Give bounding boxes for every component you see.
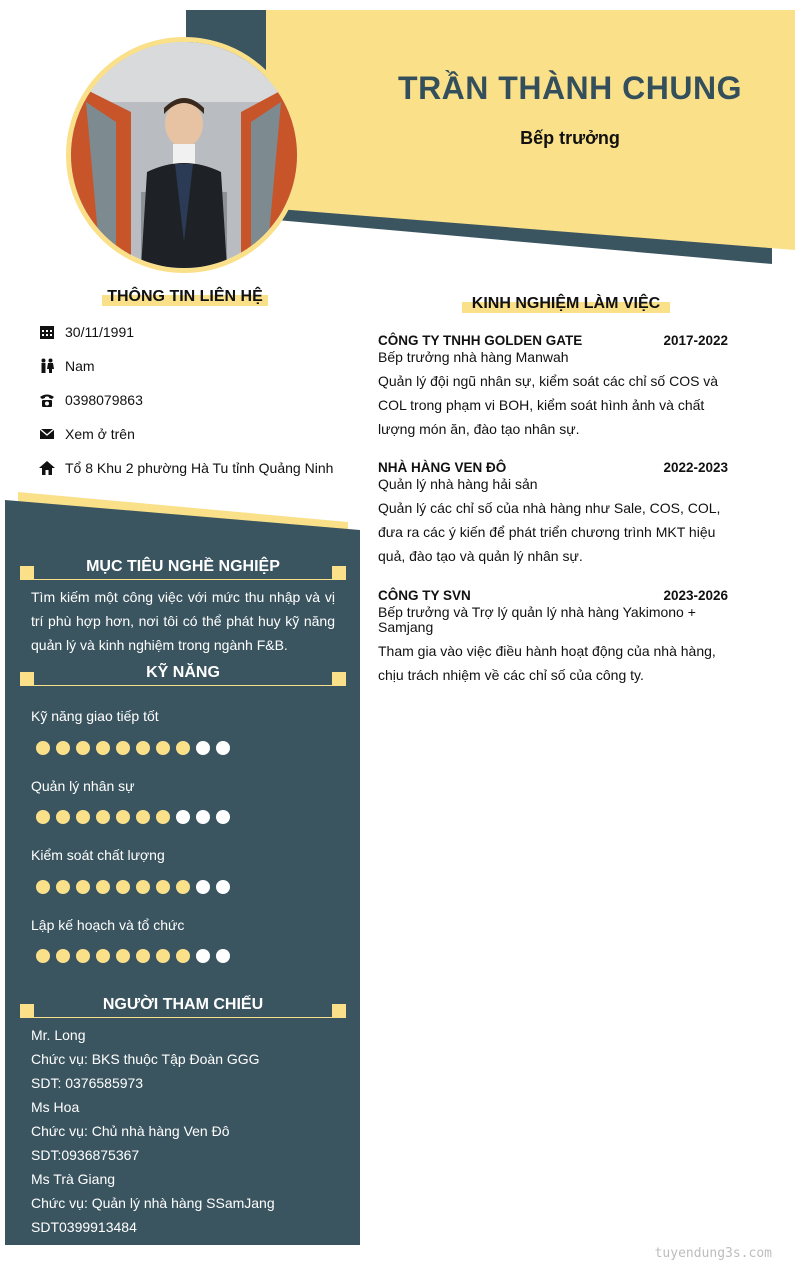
skill-name: Quản lý nhân sự xyxy=(31,778,135,794)
exp-role: Bếp trưởng nhà hàng Manwah xyxy=(378,349,569,365)
reference-line: Chức vụ: Chủ nhà hàng Ven Đô xyxy=(31,1123,230,1139)
reference-line: Ms Hoa xyxy=(31,1099,80,1115)
reference-line: SDT0399913484 xyxy=(31,1219,137,1235)
skills-heading: KỸ NĂNG xyxy=(20,664,346,686)
skill-dot xyxy=(36,949,50,963)
exp-period: 2023-2026 xyxy=(663,588,728,603)
phone-icon xyxy=(38,391,56,409)
avatar xyxy=(66,37,302,273)
skill-dot xyxy=(116,810,130,824)
skill-dot xyxy=(36,880,50,894)
skill-dot xyxy=(116,880,130,894)
skill-rating xyxy=(36,880,230,894)
skill-dot xyxy=(216,741,230,755)
gender-icon xyxy=(38,357,56,375)
skill-dot xyxy=(36,741,50,755)
references-list xyxy=(31,1023,275,1239)
skill-dot xyxy=(136,810,150,824)
exp-description: Tham gia vào việc điều hành hoạt động của nhà hàng, chịu trách nhiệm về các chỉ số của công ty. xyxy=(378,643,716,683)
mail-icon xyxy=(38,425,56,443)
skill-dot xyxy=(56,949,70,963)
contact-gender: Nam xyxy=(38,356,95,376)
skill-dot xyxy=(196,880,210,894)
profile-photo xyxy=(71,42,297,268)
skill-dot xyxy=(76,949,90,963)
skill-dot xyxy=(176,949,190,963)
skill-rating xyxy=(36,741,230,755)
skill-dot xyxy=(56,741,70,755)
experience-item xyxy=(378,588,728,687)
skill-dot xyxy=(56,810,70,824)
skill-dot xyxy=(216,810,230,824)
exp-role: Bếp trưởng và Trợ lý quản lý nhà hàng Yakimono + Samjang xyxy=(378,604,696,635)
exp-period: 2022-2023 xyxy=(663,460,728,475)
exp-role: Quản lý nhà hàng hải sản xyxy=(378,476,538,492)
objective-heading: MỤC TIÊU NGHỀ NGHIỆP xyxy=(20,558,346,580)
skill-dot xyxy=(156,949,170,963)
skill-dot xyxy=(156,741,170,755)
skill-name: Lập kế hoạch và tổ chức xyxy=(31,917,185,933)
skill-dot xyxy=(136,949,150,963)
reference-line: Chức vụ: BKS thuộc Tập Đoàn GGG xyxy=(31,1051,260,1067)
skill-dot xyxy=(136,741,150,755)
exp-description: Quản lý các chỉ số của nhà hàng như Sale, COS, COL, đưa ra các ý kiến để phát triển chương trình MKT hiệu quả, đào tạo và quản lý nhân sự. xyxy=(378,500,721,564)
skill-dot xyxy=(116,741,130,755)
skill-dot xyxy=(96,810,110,824)
contact-birthdate: 30/11/1991 xyxy=(38,322,134,342)
skill-dot xyxy=(96,880,110,894)
exp-company: NHÀ HÀNG VEN ĐÔ xyxy=(378,460,507,475)
skill-dot xyxy=(176,810,190,824)
objective-text: Tìm kiếm một công việc với mức thu nhập và vị trí phù hợp hơn, nơi tôi có thể phát huy kỹ năng quản lý và kinh nghiệm trong ngành F&B. xyxy=(31,589,335,653)
skill-rating xyxy=(36,810,230,824)
skill-dot xyxy=(96,741,110,755)
skill-dot xyxy=(216,949,230,963)
references-heading: NGƯỜI THAM CHIẾU xyxy=(20,996,346,1018)
contact-heading: THÔNG TIN LIÊN HỆ xyxy=(102,288,268,306)
reference-line: SDT:0936875367 xyxy=(31,1147,140,1163)
skill-dot xyxy=(96,949,110,963)
skill-rating xyxy=(36,949,230,963)
reference-line: Ms Trà Giang xyxy=(31,1171,116,1187)
candidate-name: TRẦN THÀNH CHUNG xyxy=(398,70,742,106)
skill-dot xyxy=(56,880,70,894)
skill-dot xyxy=(196,949,210,963)
skill-dot xyxy=(36,810,50,824)
skill-dot xyxy=(76,880,90,894)
contact-email: Xem ở trên xyxy=(38,424,135,444)
skill-dot xyxy=(216,880,230,894)
experience-item xyxy=(378,460,728,568)
home-icon xyxy=(38,459,56,477)
skill-dot xyxy=(116,949,130,963)
reference-line: SDT: 0376585973 xyxy=(31,1075,144,1091)
calendar-icon xyxy=(38,323,56,341)
skill-dot xyxy=(76,810,90,824)
skill-dot xyxy=(176,880,190,894)
contact-phone: 0398079863 xyxy=(38,390,143,410)
skill-dot xyxy=(176,741,190,755)
contact-address: Tổ 8 Khu 2 phường Hà Tu tỉnh Quảng Ninh xyxy=(38,458,333,478)
skill-dot xyxy=(196,741,210,755)
skill-name: Kỹ năng giao tiếp tốt xyxy=(31,708,159,724)
exp-description: Quản lý đội ngũ nhân sự, kiểm soát các chỉ số COS và COL trong phạm vi BOH, kiểm soát hình ảnh và chất lượng món ăn, đào tạo nhân sự. xyxy=(378,373,719,437)
experience-item xyxy=(378,333,728,441)
reference-line: Chức vụ: Quản lý nhà hàng SSamJang xyxy=(31,1195,275,1211)
exp-period: 2017-2022 xyxy=(663,333,728,348)
experience-heading: KINH NGHIỆM LÀM VIỆC xyxy=(462,295,670,313)
skill-dot xyxy=(156,810,170,824)
skill-dot xyxy=(76,741,90,755)
skill-dot xyxy=(156,880,170,894)
watermark: tuyendung3s.com xyxy=(654,1246,772,1261)
reference-line: Mr. Long xyxy=(31,1027,86,1043)
skill-dot xyxy=(196,810,210,824)
exp-company: CÔNG TY TNHH GOLDEN GATE xyxy=(378,333,583,348)
skill-dot xyxy=(136,880,150,894)
job-title: Bếp trưởng xyxy=(520,128,620,148)
skill-name: Kiểm soát chất lượng xyxy=(31,847,165,863)
exp-company: CÔNG TY SVN xyxy=(378,588,471,603)
